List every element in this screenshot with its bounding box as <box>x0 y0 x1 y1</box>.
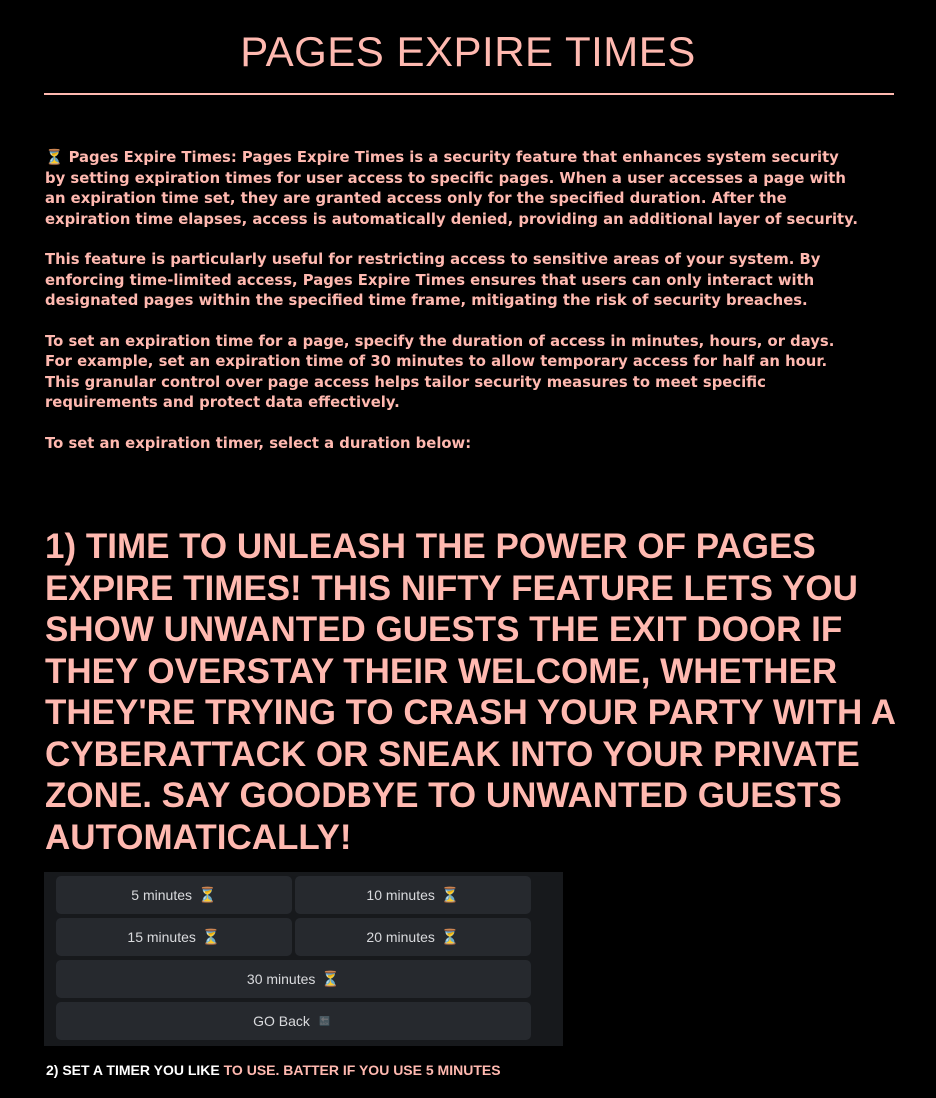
caption-lead: 2) SET A TIMER YOU LIKE <box>46 1062 220 1078</box>
hourglass-icon: ⏳ <box>440 928 460 946</box>
back-arrow-icon: 🔙 <box>319 1015 331 1026</box>
timer-5-minutes-button[interactable] <box>56 876 292 914</box>
description-text-1: Pages Expire Times: Pages Expire Times is a security feature that enhances system security by setting expiration times for user access to specific pages. When a user accesses a page with an expiration time set, they are granted access only for the specified duration. After the expiration time elapses, access is automatically denied, providing an additional layer of security. <box>45 149 859 228</box>
timer-15-minutes-button[interactable] <box>56 918 292 956</box>
inline-keyboard <box>44 872 563 1046</box>
headline: 1) TIME TO UNLEASH THE POWER OF PAGES EXPIRE TIMES! THIS NIFTY FEATURE LETS YOU SHOW UNWANTED GUESTS THE EXIT DOOR IF THEY OVERSTAY THEIR WELCOME, WHETHER THEY'RE TRYING TO CRASH YOUR PARTY WITH A CYBERATTACK OR SNEAK INTO YOUR PRIVATE ZONE. SAY GOODBYE TO UNWANTED GUESTS AUTOMATICALLY! <box>45 527 896 857</box>
button-label: 20 minutes <box>366 929 435 945</box>
description-paragraph-2: This feature is particularly useful for restricting access to sensitive areas of your system. By enforcing time-limited access, Pages Expire Times ensures that users can only interact with designated pages within the specified time frame, mitigating the risk of security breaches. <box>45 251 821 309</box>
page-title: PAGES EXPIRE TIMES <box>240 28 696 75</box>
button-label: 15 minutes <box>127 929 196 945</box>
description-paragraph-3: To set an expiration time for a page, specify the duration of access in minutes, hours, or days. For example, set an expiration time of 30 minutes to allow temporary access for half an hour. This granular control over page access helps tailor security measures to meet specific requirements and protect data effectively. <box>45 332 835 411</box>
hourglass-icon: ⏳ <box>201 928 221 946</box>
hourglass-icon: ⏳ <box>45 149 64 166</box>
title-divider <box>44 93 894 95</box>
button-label: 5 minutes <box>131 887 192 903</box>
description-block <box>45 148 925 474</box>
timer-30-minutes-button[interactable] <box>56 960 531 998</box>
caption-rest: TO USE. BATTER IF YOU USE 5 MINUTES <box>219 1062 501 1078</box>
button-label: 10 minutes <box>366 887 435 903</box>
button-label: GO Back <box>253 1013 310 1029</box>
description-paragraph-4: To set an expiration timer, select a duration below: <box>45 434 472 452</box>
button-label: 30 minutes <box>246 971 316 987</box>
timer-20-minutes-button[interactable] <box>295 918 531 956</box>
hourglass-icon: ⏳ <box>321 970 341 988</box>
hourglass-icon: ⏳ <box>440 886 460 904</box>
timer-10-minutes-button[interactable] <box>295 876 531 914</box>
description-paragraph-1 <box>45 148 925 230</box>
caption <box>46 1062 501 1078</box>
hourglass-icon: ⏳ <box>198 886 217 904</box>
go-back-button[interactable] <box>56 1002 531 1040</box>
